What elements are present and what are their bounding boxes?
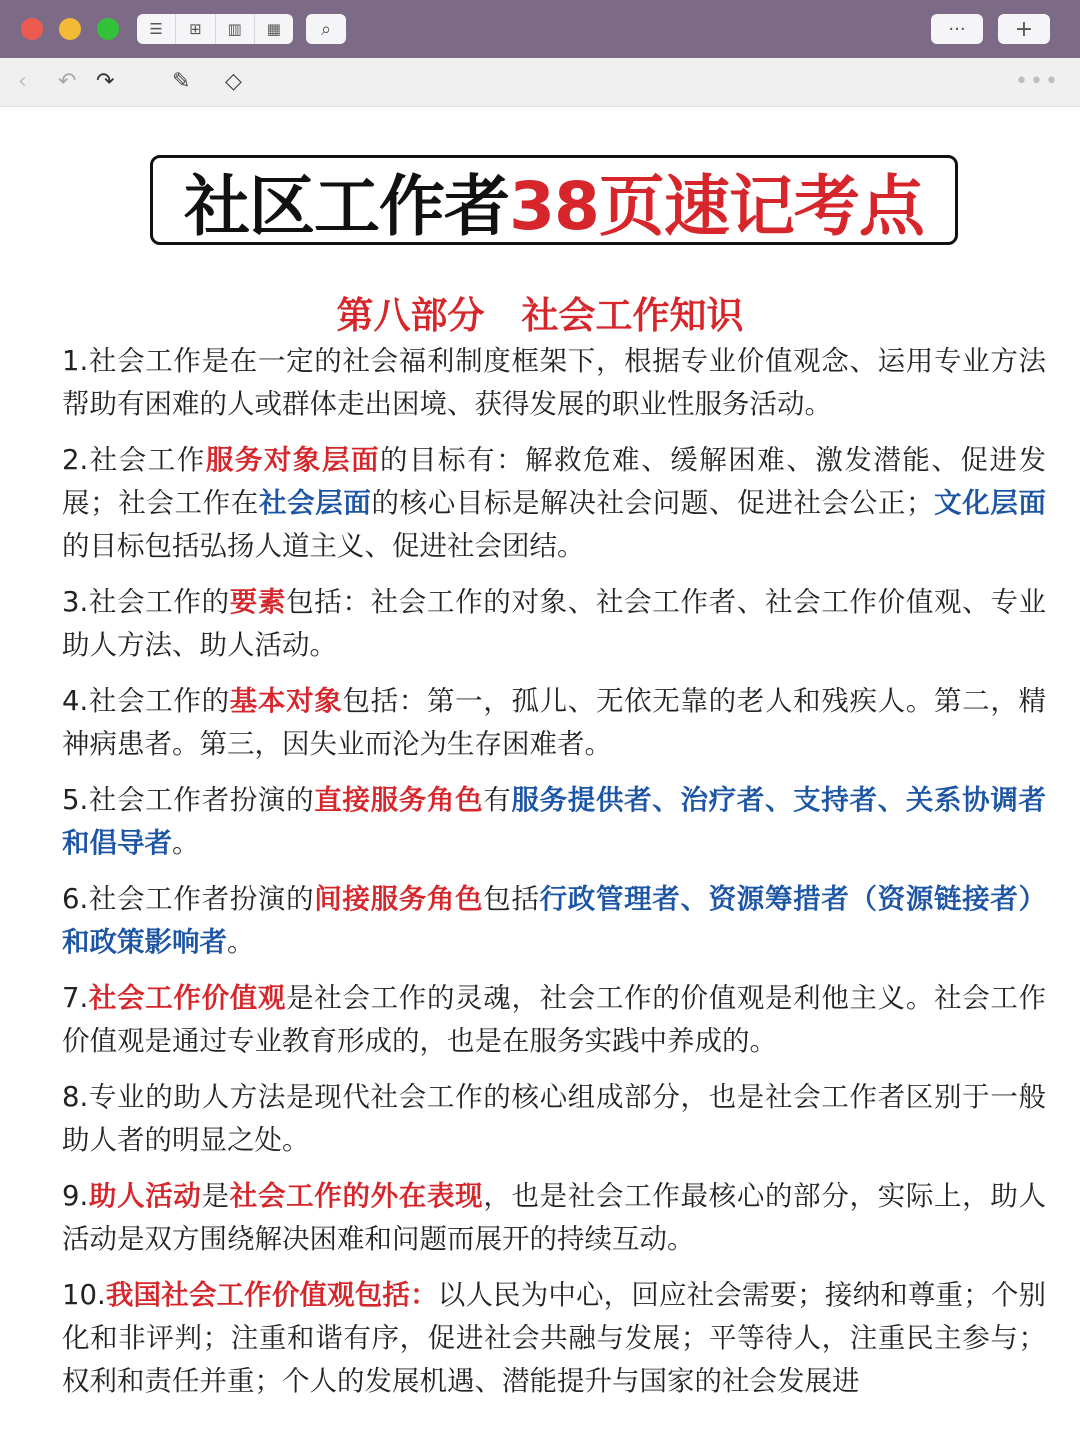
item-text: 4.社会工作的 [62,685,230,717]
highlight-text: 服务提供者、治疗者、支持者、关系协调者和倡导者 [62,784,1046,859]
item-text: 7. [62,982,89,1014]
list-item [62,779,1046,865]
list-item [62,1175,1046,1261]
knowledge-list [62,340,1046,1416]
list-item [62,340,1046,426]
plus-button[interactable]: + [998,14,1050,44]
list-icon[interactable]: ☰ [137,14,176,44]
grid-icon[interactable]: ⊞ [176,14,215,44]
item-text: 是 [201,1180,230,1212]
item-text: 2.社会工作 [62,444,206,476]
item-text: 5.社会工作者扮演的 [62,784,315,816]
list-item [62,581,1046,667]
highlight-text: 服务对象层面 [205,444,380,476]
list-item [62,1076,1046,1162]
list-item [62,1274,1046,1403]
item-text: 包括 [483,883,540,915]
list-item [62,680,1046,766]
window-titlebar [0,0,1080,58]
eraser-icon[interactable]: ◇ [225,69,242,94]
search-icon[interactable]: ⌕ [306,14,346,44]
minimize-window-button[interactable] [59,18,81,40]
item-text: 。 [227,926,255,958]
close-window-button[interactable] [21,18,43,40]
pen-icon[interactable]: ✎ [172,69,191,94]
zoom-window-button[interactable] [97,18,119,40]
highlight-text: 社会工作的外在表现 [229,1180,484,1212]
view-switcher [137,14,293,44]
highlight-text: 要素 [229,586,287,618]
item-text: 9. [62,1180,89,1212]
more-options-icon[interactable]: ••• [1015,69,1060,94]
title-black-part: 社区工作者 [184,167,510,245]
highlight-text: 社会工作价值观 [88,982,287,1014]
highlight-text: 直接服务角色 [314,784,484,816]
map-icon[interactable]: ▥ [216,14,255,44]
item-text: 是社会工作的灵魂，社会工作的价值观是利他主义。社会工作价值观是通过专业教育形成的，也是在服务实践中养成的。 [62,982,1047,1057]
item-text: 1.社会工作是在一定的社会福利制度框架下，根据专业价值观念、运用专业方法帮助有困难的人或群体走出困境、获得发展的职业性服务活动。 [62,345,1046,420]
redo-icon[interactable]: ↷ [96,69,115,94]
highlight-text: 间接服务角色 [314,883,484,915]
item-text: 以人民为中心，回应社会需要；接纳和尊重；个别化和非评判；注重和谐有序，促进社会共融与发展；平等待人，注重民主参与；权利和责任并重；个人的发展机遇、潜能提升与国家的社会发展进 [62,1279,1047,1397]
item-text: 10. [62,1279,106,1311]
highlight-text: 我国社会工作价值观包括： [105,1279,438,1311]
item-text: 的目标包括弘扬人道主义、促进社会团结。 [62,530,585,562]
back-icon[interactable]: ‹ [18,69,27,94]
calendar-icon[interactable]: ▦ [266,20,281,38]
title-red-part: 38页速记考点 [509,167,924,245]
item-text: ，也是社会工作最核心的部分，实际上，助人活动是双方围绕解决困难和问题而展开的持续互动。 [62,1180,1047,1255]
item-text: 有 [483,784,512,816]
item-text: 6.社会工作者扮演的 [62,883,315,915]
item-text: 8.专业的助人方法是现代社会工作的核心组成部分，也是社会工作者区别于一般助人者的明显之处。 [62,1081,1046,1156]
item-text: 的目标有：解救危难、缓解困难、激发潜能、促进发展；社会工作在 [62,444,1046,519]
item-text: 包括：社会工作的对象、社会工作者、社会工作价值观、专业助人方法、助人活动。 [62,586,1047,661]
list-item [62,878,1046,964]
highlight-text: 助人活动 [88,1180,202,1212]
section-heading: 第八部分 社会工作知识 [336,294,744,337]
highlight-text: 基本对象 [229,685,343,717]
highlight-text: 行政管理者、资源筹措者（资源链接者）和政策影响者 [62,883,1046,958]
highlight-text: 文化层面 [933,487,1047,519]
item-text: 的核心目标是解决社会问题、促进社会公正； [371,487,934,519]
item-text: 。 [172,827,200,859]
item-text: 包括：第一，孤儿、无依无靠的老人和残疾人。第二，精神病患者。第三，因失业而沦为生存困难者。 [62,685,1047,760]
undo-icon[interactable]: ↶ [58,69,77,94]
document-title [150,155,958,245]
highlight-text: 社会层面 [258,487,372,519]
item-text: 3.社会工作的 [62,586,230,618]
editor-toolbar [0,58,1080,107]
list-item [62,977,1046,1063]
list-item [62,439,1046,568]
more-button[interactable]: ··· [931,14,983,44]
